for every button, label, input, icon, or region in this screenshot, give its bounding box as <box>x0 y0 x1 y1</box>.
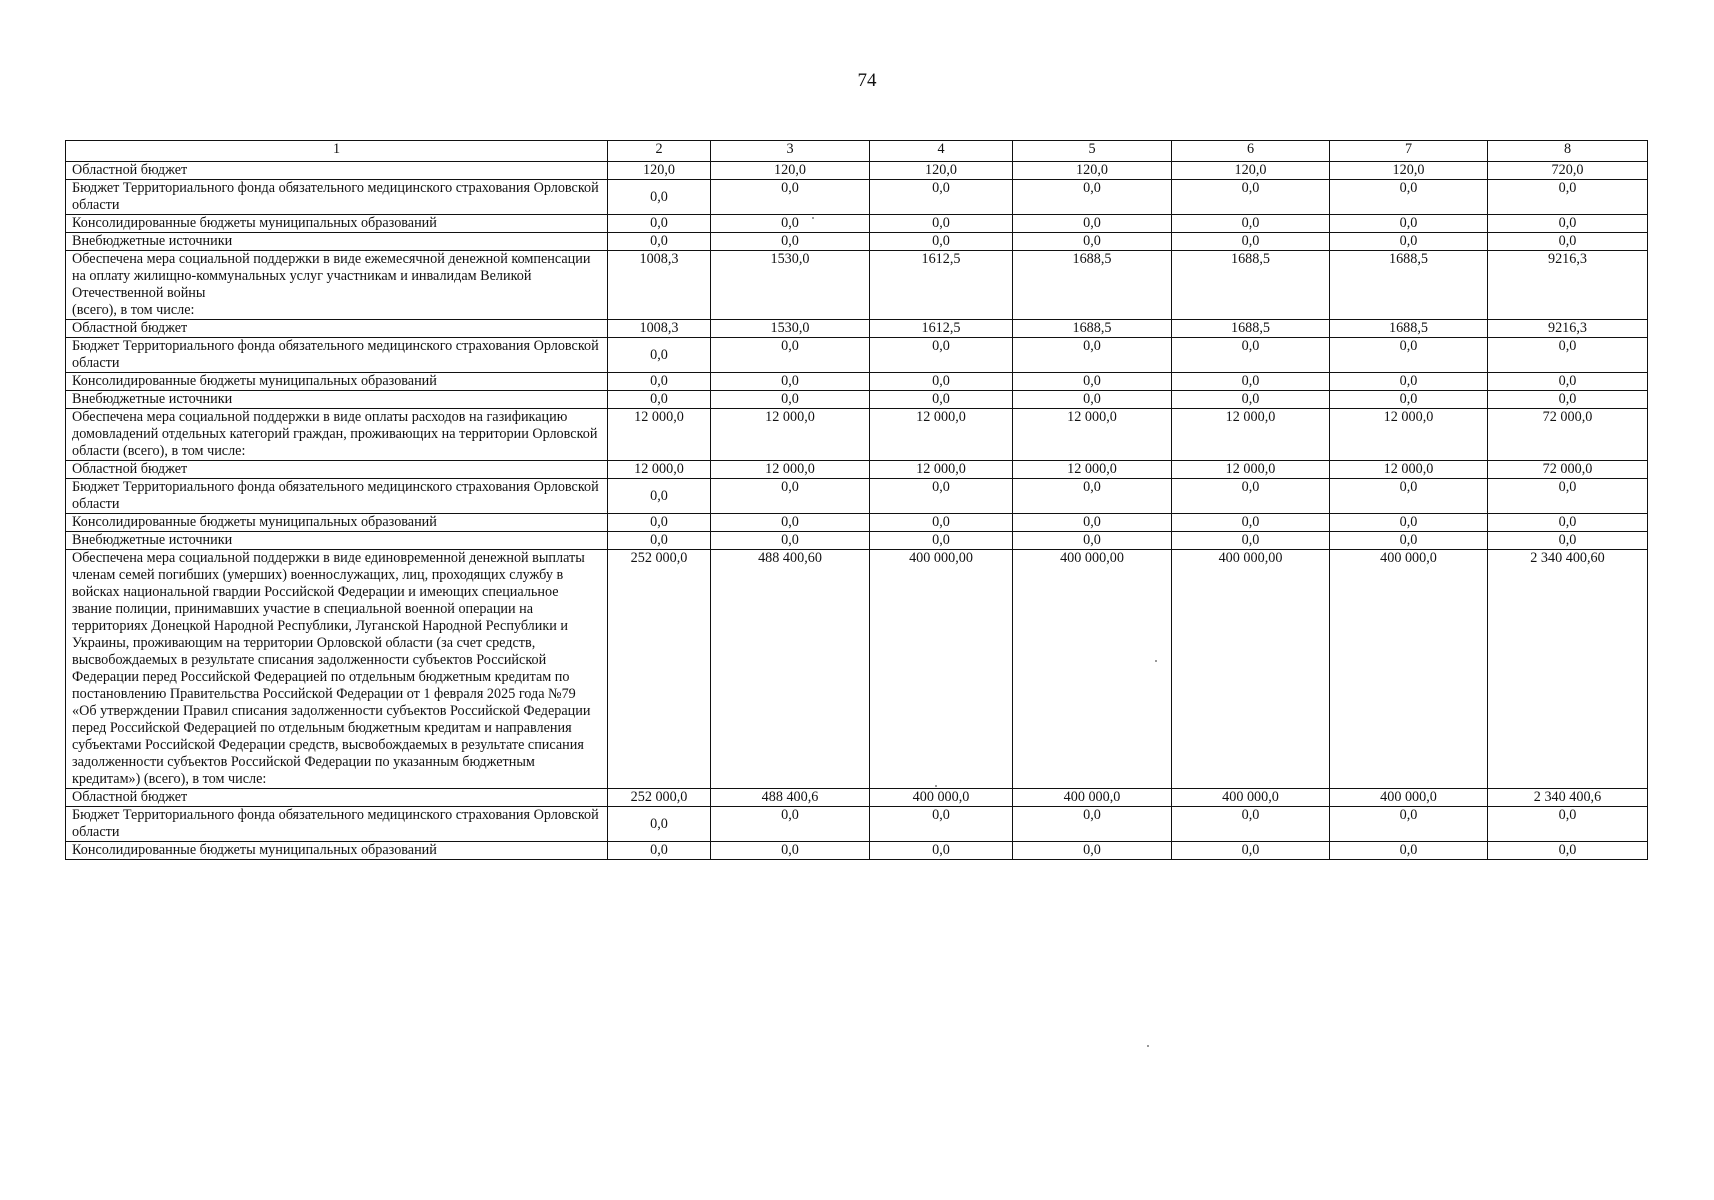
table-row <box>66 215 1648 233</box>
row-value-col-2: 0,0 <box>608 373 711 391</box>
column-header-2: 2 <box>608 141 711 162</box>
row-value-col-7: 0,0 <box>1330 514 1488 532</box>
row-value-col-6: 400 000,0 <box>1172 789 1330 807</box>
row-value-col-8: 9216,3 <box>1488 251 1648 320</box>
row-value-col-3: 1530,0 <box>711 251 870 320</box>
row-value-col-7: 0,0 <box>1330 391 1488 409</box>
row-value-col-7: 400 000,0 <box>1330 789 1488 807</box>
row-value-col-4: 0,0 <box>870 373 1013 391</box>
scan-speck <box>1147 1045 1149 1047</box>
row-value-col-6: 120,0 <box>1172 162 1330 180</box>
table-row <box>66 842 1648 860</box>
row-label: Консолидированные бюджеты муниципальных образований <box>66 373 608 391</box>
row-value-col-6: 0,0 <box>1172 479 1330 514</box>
row-value-col-8: 0,0 <box>1488 479 1648 514</box>
row-value-col-2: 0,0 <box>608 338 711 373</box>
row-value-col-6: 400 000,00 <box>1172 550 1330 789</box>
row-value-col-4: 400 000,0 <box>870 789 1013 807</box>
row-value-col-5: 0,0 <box>1013 373 1172 391</box>
column-header-4: 4 <box>870 141 1013 162</box>
scan-speck <box>935 785 937 787</box>
table-row <box>66 251 1648 320</box>
row-label: Обеспечена мера социальной поддержки в виде единовременной денежной выплаты членам семей погибших (умерших) военнослужащих, лиц, проходящих службу в войсках национальной гвардии Российской Федерации и имеющих специальное звание полиции, принимавших участие в специальной военной операции на территориях Донецкой Народной Республики, Луганской Народной Республики и Украины, проживающим на территории Орловской области (за счет средств, высвобождаемых в результате списания задолженности субъектов Российской Федерации перед Российской Федерацией по отдельным бюджетным кредитам по постановлению Правительства Российской Федерации от 1 февраля 2025 года №79 «Об утверждении Правил списания задолженности субъектов Российской Федерации перед Российской Федерацией по отдельным бюджетным кредитам и направления субъектами Российской Федерации средств, высвобождаемых в результате списания задолженности субъектов Российской Федерации по указанным бюджетным кредитам») (всего), в том числе: <box>66 550 608 789</box>
row-value-col-5: 1688,5 <box>1013 320 1172 338</box>
row-value-col-8: 2 340 400,6 <box>1488 789 1648 807</box>
row-value-col-8: 9216,3 <box>1488 320 1648 338</box>
row-value-col-4: 0,0 <box>870 514 1013 532</box>
row-value-col-8: 0,0 <box>1488 532 1648 550</box>
row-value-col-6: 1688,5 <box>1172 320 1330 338</box>
column-header-1: 1 <box>66 141 608 162</box>
row-value-col-3: 0,0 <box>711 338 870 373</box>
table-row <box>66 338 1648 373</box>
row-value-col-5: 0,0 <box>1013 479 1172 514</box>
row-value-col-2: 252 000,0 <box>608 550 711 789</box>
row-value-col-3: 0,0 <box>711 532 870 550</box>
row-label: Внебюджетные источники <box>66 233 608 251</box>
row-value-col-8: 72 000,0 <box>1488 409 1648 461</box>
row-value-col-2: 0,0 <box>608 391 711 409</box>
row-value-col-5: 12 000,0 <box>1013 409 1172 461</box>
row-value-col-4: 0,0 <box>870 807 1013 842</box>
row-value-col-7: 0,0 <box>1330 233 1488 251</box>
row-label: Обеспечена мера социальной поддержки в виде оплаты расходов на газификацию домовладений отдельных категорий граждан, проживающих на территории Орловской области (всего), в том числе: <box>66 409 608 461</box>
header-row <box>66 141 1648 162</box>
page-number: 74 <box>857 70 877 91</box>
row-value-col-4: 12 000,0 <box>870 461 1013 479</box>
row-value-col-6: 0,0 <box>1172 373 1330 391</box>
row-value-col-4: 0,0 <box>870 479 1013 514</box>
row-value-col-8: 720,0 <box>1488 162 1648 180</box>
row-value-col-7: 1688,5 <box>1330 251 1488 320</box>
row-value-col-5: 0,0 <box>1013 215 1172 233</box>
row-value-col-7: 0,0 <box>1330 807 1488 842</box>
row-value-col-4: 0,0 <box>870 233 1013 251</box>
row-value-col-5: 0,0 <box>1013 514 1172 532</box>
table-row <box>66 807 1648 842</box>
row-value-col-4: 1612,5 <box>870 320 1013 338</box>
row-value-col-2: 0,0 <box>608 180 711 215</box>
row-value-col-8: 0,0 <box>1488 215 1648 233</box>
row-value-col-7: 0,0 <box>1330 532 1488 550</box>
row-value-col-7: 0,0 <box>1330 215 1488 233</box>
table-row <box>66 532 1648 550</box>
row-value-col-5: 0,0 <box>1013 180 1172 215</box>
row-value-col-6: 0,0 <box>1172 338 1330 373</box>
row-value-col-2: 0,0 <box>608 842 711 860</box>
row-value-col-3: 0,0 <box>711 391 870 409</box>
row-value-col-8: 0,0 <box>1488 180 1648 215</box>
row-value-col-3: 0,0 <box>711 514 870 532</box>
row-value-col-2: 1008,3 <box>608 320 711 338</box>
row-value-col-6: 0,0 <box>1172 180 1330 215</box>
row-value-col-2: 12 000,0 <box>608 461 711 479</box>
row-value-col-6: 12 000,0 <box>1172 461 1330 479</box>
row-label: Областной бюджет <box>66 789 608 807</box>
row-value-col-8: 0,0 <box>1488 233 1648 251</box>
row-value-col-5: 12 000,0 <box>1013 461 1172 479</box>
row-value-col-5: 0,0 <box>1013 532 1172 550</box>
row-value-col-2: 0,0 <box>608 215 711 233</box>
row-value-col-5: 400 000,00 <box>1013 550 1172 789</box>
row-value-col-5: 1688,5 <box>1013 251 1172 320</box>
row-value-col-4: 400 000,00 <box>870 550 1013 789</box>
row-value-col-2: 1008,3 <box>608 251 711 320</box>
row-value-col-3: 12 000,0 <box>711 461 870 479</box>
row-value-col-7: 400 000,0 <box>1330 550 1488 789</box>
row-value-col-8: 0,0 <box>1488 338 1648 373</box>
row-value-col-8: 0,0 <box>1488 807 1648 842</box>
table-row <box>66 391 1648 409</box>
row-value-col-7: 0,0 <box>1330 338 1488 373</box>
table-row <box>66 162 1648 180</box>
row-value-col-3: 0,0 <box>711 180 870 215</box>
row-label: Консолидированные бюджеты муниципальных образований <box>66 215 608 233</box>
table-row <box>66 550 1648 789</box>
row-value-col-8: 72 000,0 <box>1488 461 1648 479</box>
table-row <box>66 320 1648 338</box>
row-value-col-2: 0,0 <box>608 532 711 550</box>
row-value-col-6: 0,0 <box>1172 391 1330 409</box>
row-value-col-8: 0,0 <box>1488 391 1648 409</box>
row-label: Консолидированные бюджеты муниципальных образований <box>66 842 608 860</box>
row-value-col-3: 0,0 <box>711 215 870 233</box>
row-value-col-4: 0,0 <box>870 532 1013 550</box>
row-value-col-3: 0,0 <box>711 479 870 514</box>
row-value-col-3: 12 000,0 <box>711 409 870 461</box>
row-value-col-5: 0,0 <box>1013 391 1172 409</box>
row-label: Бюджет Территориального фонда обязательного медицинского страхования Орловской области <box>66 807 608 842</box>
row-value-col-2: 252 000,0 <box>608 789 711 807</box>
row-value-col-5: 0,0 <box>1013 842 1172 860</box>
row-value-col-5: 120,0 <box>1013 162 1172 180</box>
row-value-col-4: 0,0 <box>870 215 1013 233</box>
row-value-col-5: 0,0 <box>1013 338 1172 373</box>
table-row <box>66 479 1648 514</box>
table-row <box>66 180 1648 215</box>
row-value-col-5: 0,0 <box>1013 233 1172 251</box>
table-row <box>66 514 1648 532</box>
row-value-col-4: 1612,5 <box>870 251 1013 320</box>
row-value-col-4: 0,0 <box>870 338 1013 373</box>
row-value-col-6: 0,0 <box>1172 215 1330 233</box>
row-value-col-8: 0,0 <box>1488 373 1648 391</box>
row-value-col-7: 0,0 <box>1330 180 1488 215</box>
row-value-col-5: 400 000,0 <box>1013 789 1172 807</box>
row-value-col-2: 0,0 <box>608 514 711 532</box>
row-label: Бюджет Территориального фонда обязательного медицинского страхования Орловской области <box>66 180 608 215</box>
row-value-col-3: 0,0 <box>711 842 870 860</box>
table-row <box>66 789 1648 807</box>
row-value-col-7: 120,0 <box>1330 162 1488 180</box>
row-label: Внебюджетные источники <box>66 391 608 409</box>
column-header-3: 3 <box>711 141 870 162</box>
column-header-7: 7 <box>1330 141 1488 162</box>
column-header-8: 8 <box>1488 141 1648 162</box>
row-label: Консолидированные бюджеты муниципальных образований <box>66 514 608 532</box>
row-value-col-6: 0,0 <box>1172 842 1330 860</box>
row-value-col-3: 120,0 <box>711 162 870 180</box>
row-value-col-4: 120,0 <box>870 162 1013 180</box>
row-label: Областной бюджет <box>66 320 608 338</box>
row-value-col-3: 488 400,60 <box>711 550 870 789</box>
table-row <box>66 233 1648 251</box>
scan-speck <box>812 217 814 219</box>
row-value-col-3: 0,0 <box>711 807 870 842</box>
row-value-col-7: 0,0 <box>1330 479 1488 514</box>
row-value-col-4: 0,0 <box>870 180 1013 215</box>
row-value-col-4: 0,0 <box>870 391 1013 409</box>
row-value-col-4: 0,0 <box>870 842 1013 860</box>
row-value-col-6: 0,0 <box>1172 233 1330 251</box>
row-value-col-7: 0,0 <box>1330 842 1488 860</box>
table-row <box>66 373 1648 391</box>
row-value-col-3: 488 400,6 <box>711 789 870 807</box>
row-label: Обеспечена мера социальной поддержки в виде ежемесячной денежной компенсации на оплату жилищно-коммунальных услуг участникам и инвалидам Великой Отечественной войны (всего), в том числе: <box>66 251 608 320</box>
row-value-col-6: 12 000,0 <box>1172 409 1330 461</box>
row-value-col-7: 12 000,0 <box>1330 461 1488 479</box>
row-label: Областной бюджет <box>66 461 608 479</box>
row-label: Бюджет Территориального фонда обязательного медицинского страхования Орловской области <box>66 338 608 373</box>
row-value-col-6: 0,0 <box>1172 514 1330 532</box>
table-body <box>66 162 1648 860</box>
budget-table <box>65 140 1648 860</box>
scan-speck <box>1155 660 1157 662</box>
row-value-col-8: 2 340 400,60 <box>1488 550 1648 789</box>
row-value-col-3: 0,0 <box>711 233 870 251</box>
row-value-col-8: 0,0 <box>1488 514 1648 532</box>
row-value-col-2: 12 000,0 <box>608 409 711 461</box>
column-header-5: 5 <box>1013 141 1172 162</box>
row-value-col-2: 120,0 <box>608 162 711 180</box>
row-value-col-2: 0,0 <box>608 479 711 514</box>
row-value-col-6: 0,0 <box>1172 807 1330 842</box>
table-row <box>66 409 1648 461</box>
row-value-col-2: 0,0 <box>608 233 711 251</box>
row-value-col-7: 0,0 <box>1330 373 1488 391</box>
row-value-col-6: 1688,5 <box>1172 251 1330 320</box>
row-value-col-2: 0,0 <box>608 807 711 842</box>
row-value-col-7: 12 000,0 <box>1330 409 1488 461</box>
row-label: Внебюджетные источники <box>66 532 608 550</box>
row-value-col-5: 0,0 <box>1013 807 1172 842</box>
column-header-6: 6 <box>1172 141 1330 162</box>
row-value-col-7: 1688,5 <box>1330 320 1488 338</box>
row-label: Областной бюджет <box>66 162 608 180</box>
row-value-col-6: 0,0 <box>1172 532 1330 550</box>
row-value-col-3: 1530,0 <box>711 320 870 338</box>
row-value-col-4: 12 000,0 <box>870 409 1013 461</box>
row-value-col-8: 0,0 <box>1488 842 1648 860</box>
row-label: Бюджет Территориального фонда обязательного медицинского страхования Орловской области <box>66 479 608 514</box>
table-row <box>66 461 1648 479</box>
row-value-col-3: 0,0 <box>711 373 870 391</box>
